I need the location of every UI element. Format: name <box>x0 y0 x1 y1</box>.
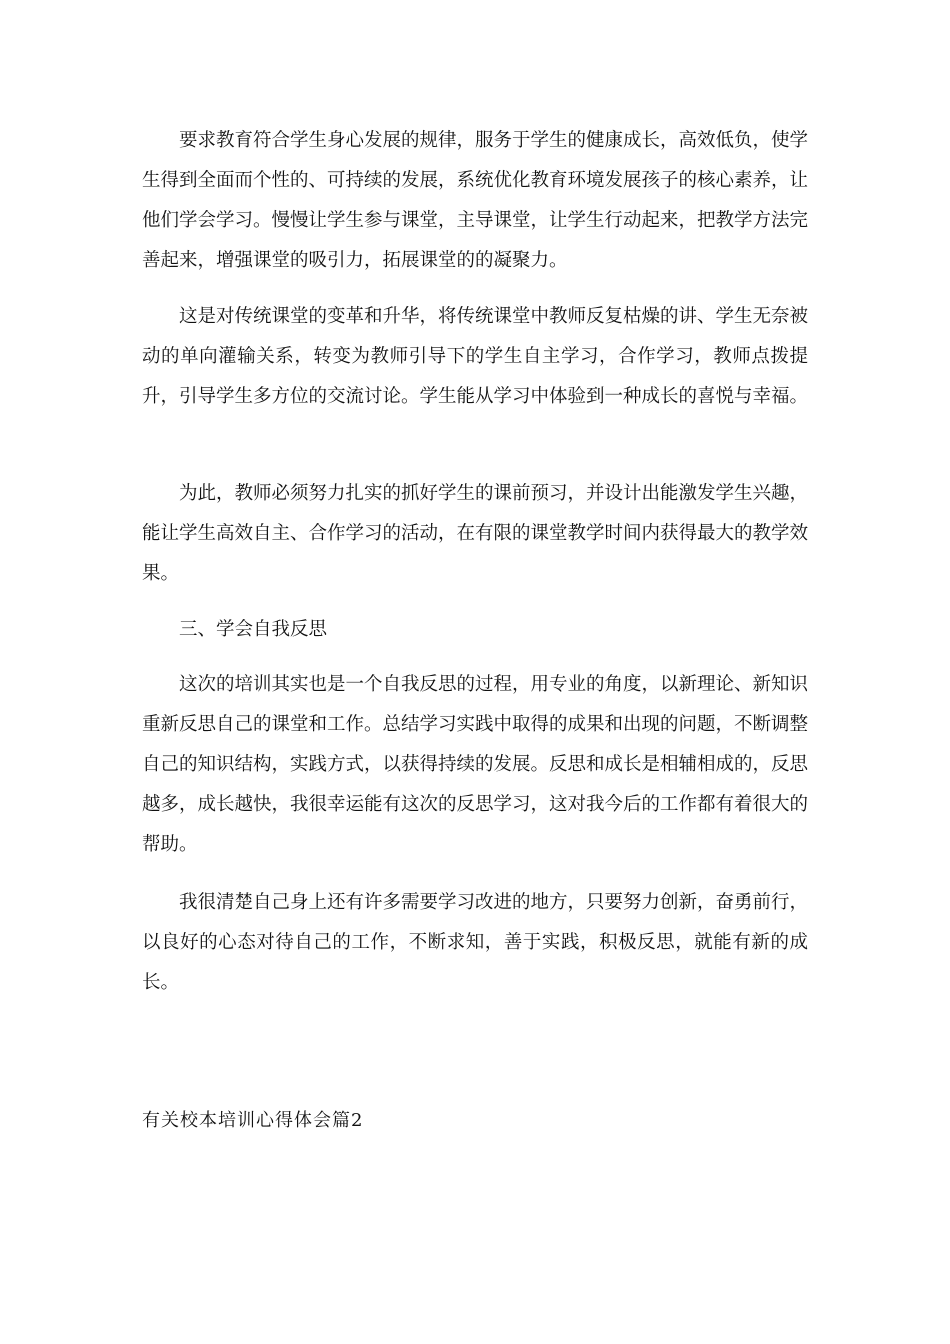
paragraph-1: 要求教育符合学生身心发展的规律，服务于学生的健康成长，高效低负，使学生得到全面而个性的、可持续的发展，系统优化教育环境发展孩子的核心素养，让他们学会学习。慢慢让学生参与课堂，主导课堂，让学生行动起来，把教学方法完善起来，增强课堂的吸引力，拓展课堂的的凝聚力。 <box>142 130 809 271</box>
paragraph-2: 这是对传统课堂的变革和升华，将传统课堂中教师反复枯燥的讲、学生无奈被动的单向灌输关系，转变为教师引导下的学生自主学习，合作学习，教师点拨提升，引导学生多方位的交流讨论。学生能从学习中体验到一种成长的喜悦与幸福。 <box>142 306 809 407</box>
section-heading: 三、学会自我反思 <box>179 619 328 640</box>
paragraph-6: 我很清楚自己身上还有许多需要学习改进的地方，只要努力创新，奋勇前行，以良好的心态对待自己的工作，不断求知，善于实践，积极反思，就能有新的成长。 <box>142 892 809 993</box>
paragraph-3: 为此，教师必须努力扎实的抓好学生的课前预习，并设计出能激发学生兴趣，能让学生高效自主、合作学习的活动，在有限的课堂教学时间内获得最大的教学效果。 <box>142 483 809 584</box>
article-title: 有关校本培训心得体会篇2 <box>142 1110 364 1131</box>
paragraph-5: 这次的培训其实也是一个自我反思的过程，用专业的角度，以新理论、新知识重新反思自己的课堂和工作。总结学习实践中取得的成果和出现的问题，不断调整自己的知识结构，实践方式，以获得持续的发展。反思和成长是相辅相成的，反思越多，成长越快，我很幸运能有这次的反思学习，这对我今后的工作都有着很大的帮助。 <box>142 674 809 855</box>
